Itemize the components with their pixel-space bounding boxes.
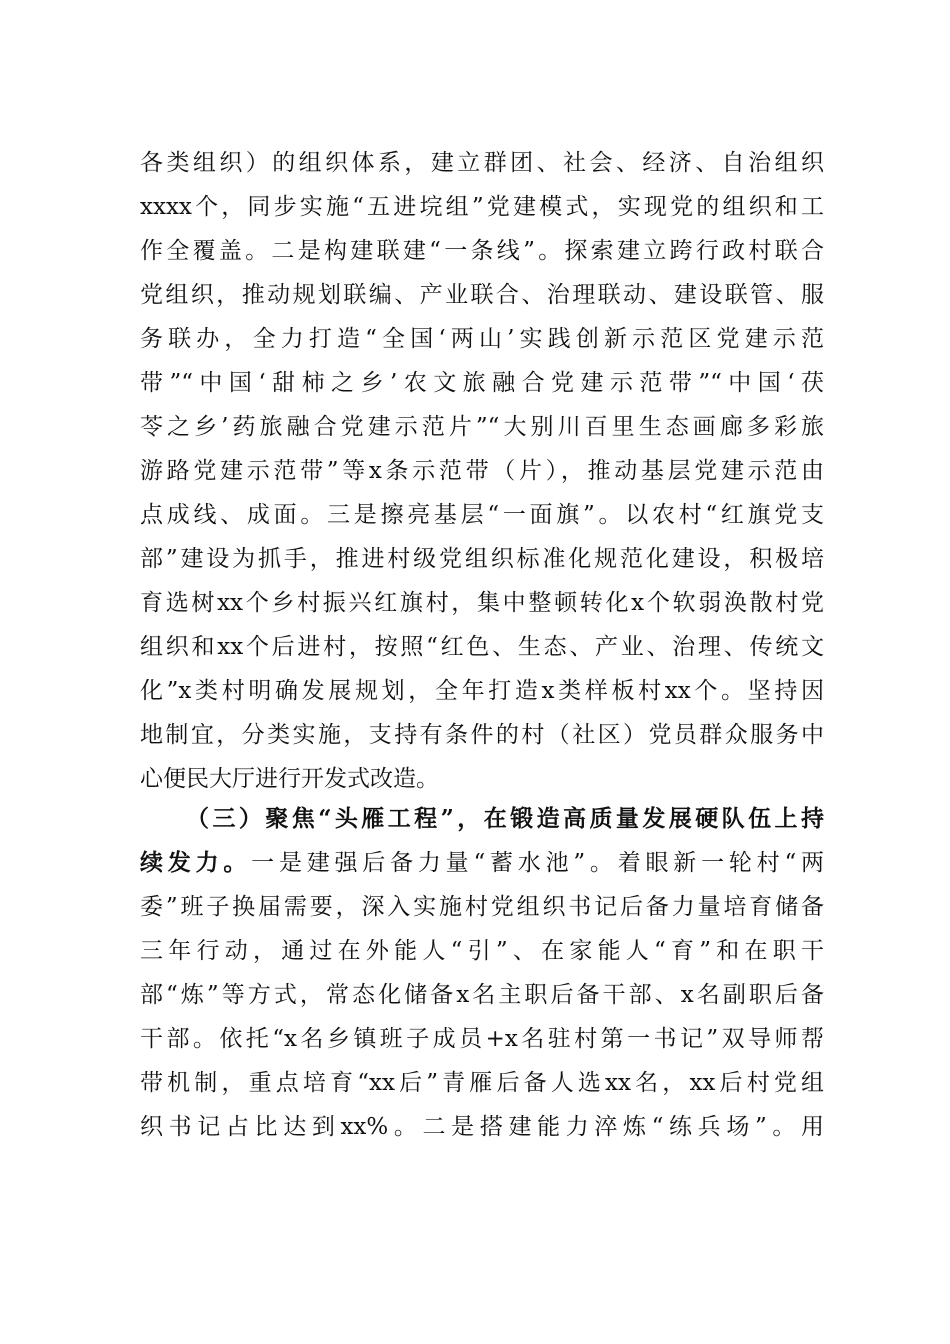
- text-line: 点成线、成面。三是擦亮基层“一面旗”。以农村“红旗党支: [140, 502, 824, 528]
- text-line: 党组织，推动规划联编、产业联合、治理联动、建设联管、服: [140, 282, 824, 308]
- text-line: 部”建设为抓手，推进村级党组织标准化规范化建设，积极培: [140, 546, 824, 572]
- text-line: 干部。依托“x名乡镇班子成员+x名驻村第一书记”双导师帮: [140, 1026, 824, 1052]
- text-line: 游路党建示范带”等x条示范带（片），推动基层党建示范由: [140, 458, 824, 484]
- text-line: 带”“中国‘甜柿之乡’农文旅融合党建示范带”“中国‘茯: [140, 370, 824, 396]
- text-line: 苓之乡’药旅融合党建示范片”“大别川百里生态画廊多彩旅: [140, 414, 824, 440]
- paragraph-organization-system: [140, 141, 824, 801]
- text-line-mixed: [140, 841, 824, 885]
- section-heading-tail: 续发力。: [140, 849, 252, 876]
- text-line: 育选树xx个乡村振兴红旗村，集中整顿转化x个软弱涣散村党: [140, 590, 824, 616]
- text-line: 组织和xx个后进村，按照“红色、生态、产业、治理、传统文: [140, 634, 824, 660]
- section-heading-line: （三）聚焦“头雁工程”，在锻造高质量发展硬队伍上持: [186, 805, 824, 832]
- text-line: xxxx个，同步实施“五进垸组”党建模式，实现党的组织和工: [140, 194, 824, 220]
- text-line: 委”班子换届需要，深入实施村党组织书记后备力量培育储备: [140, 894, 824, 920]
- paragraph-head-goose-project: [140, 797, 824, 1149]
- text-line: 地制宜，分类实施，支持有条件的村（社区）党员群众服务中: [140, 722, 824, 748]
- text-line: 织书记占比达到xx%。二是搭建能力淬炼“练兵场”。用: [140, 1114, 824, 1140]
- text-line: 作全覆盖。二是构建联建“一条线”。探索建立跨行政村联合: [140, 238, 824, 264]
- text-segment: 一是建强后备力量“蓄水池”。着眼新一轮村“两: [251, 850, 824, 876]
- text-line: 务联办，全力打造“全国‘两山’实践创新示范区党建示范: [140, 326, 824, 352]
- text-line: 部“炼”等方式，常态化储备x名主职后备干部、x名副职后备: [140, 982, 824, 1008]
- text-line: 心便民大厅进行开发式改造。: [140, 766, 439, 792]
- text-line: 带机制，重点培育“xx后”青雁后备人选xx名，xx后村党组: [140, 1070, 824, 1096]
- text-line: 各类组织）的组织体系，建立群团、社会、经济、自治组织: [140, 150, 824, 176]
- text-line: 化”x类村明确发展规划，全年打造x类样板村xx个。坚持因: [140, 678, 824, 704]
- text-line: 三年行动，通过在外能人“引”、在家能人“育”和在职干: [140, 938, 824, 964]
